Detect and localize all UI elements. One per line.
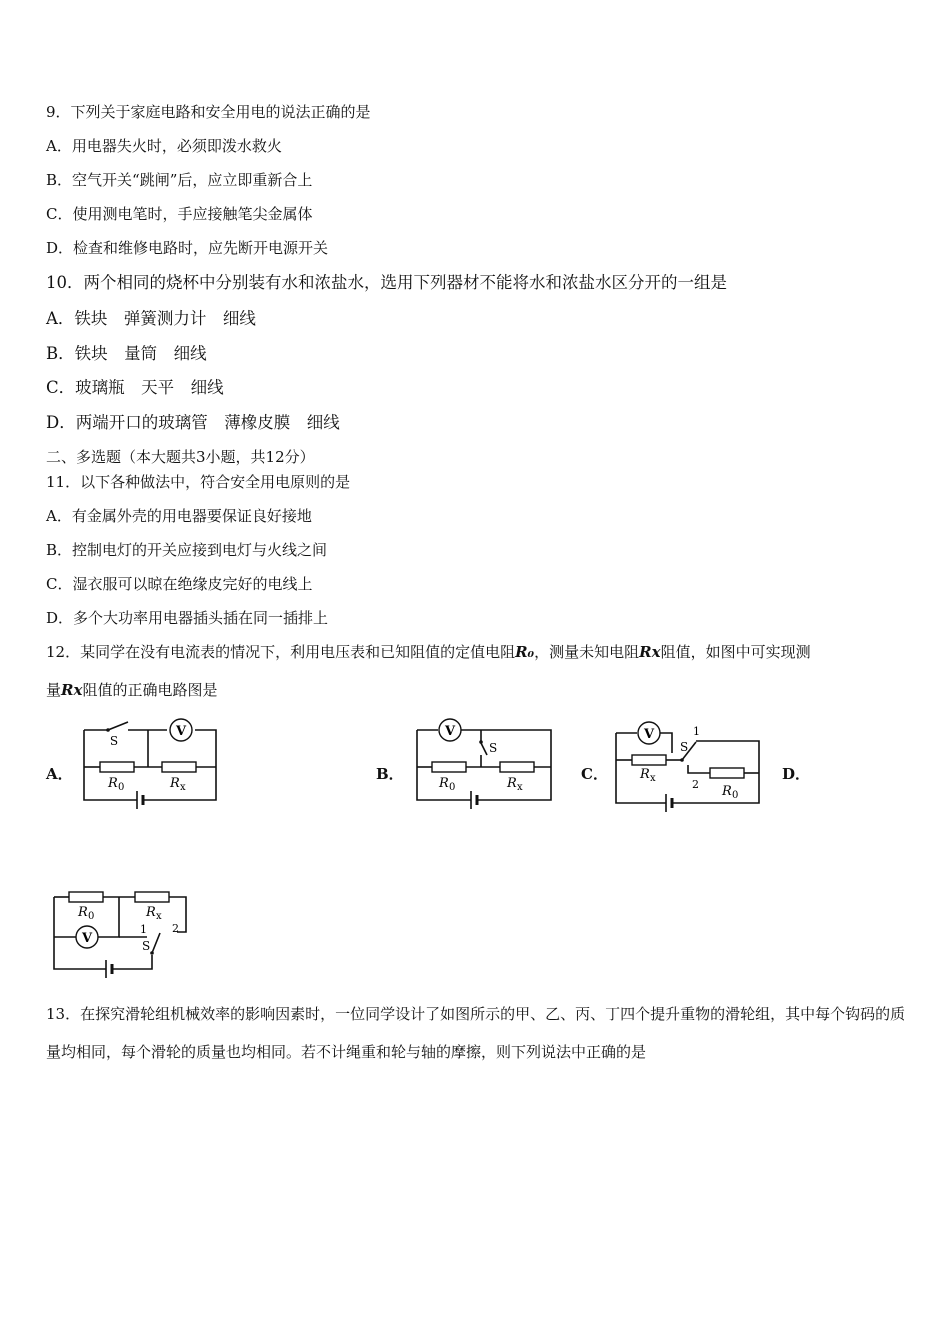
r0-subscript: 0 bbox=[449, 782, 456, 793]
q12-stem-line1 bbox=[46, 642, 811, 662]
switch-s-blade bbox=[108, 722, 128, 730]
q12-symbol-r0: R₀ bbox=[515, 643, 535, 661]
resistor-rx bbox=[500, 762, 534, 772]
resistor-r0 bbox=[710, 768, 744, 778]
q11-option-d: D．多个大功率用电器插头插在同一插排上 bbox=[46, 609, 329, 627]
q9-option-a: A．用电器失火时，必须即泼水救火 bbox=[46, 137, 282, 155]
q9-option-b: B．空气开关“跳闸”后，应立即重新合上 bbox=[46, 171, 313, 189]
switch-position-1: 1 bbox=[140, 923, 147, 936]
switch-s-blade bbox=[152, 933, 160, 953]
switch-s-blade bbox=[481, 743, 487, 755]
switch-position-2: 2 bbox=[692, 778, 699, 791]
voltmeter-label: V bbox=[81, 931, 93, 946]
resistor-r0 bbox=[69, 892, 103, 902]
resistor-rx bbox=[135, 892, 169, 902]
q12-stem-line2 bbox=[46, 680, 217, 700]
resistor-rx bbox=[632, 755, 666, 765]
q10-option-c: C．玻璃瓶 天平 细线 bbox=[46, 378, 224, 397]
r0-label: R bbox=[439, 776, 449, 791]
circuit-a-diagram bbox=[70, 715, 230, 815]
q12-line2-part1: 量 bbox=[46, 681, 62, 699]
q12-symbol-rx-2: Rx bbox=[61, 681, 83, 699]
r0-label: R bbox=[108, 776, 118, 791]
q10-stem: 10．两个相同的烧杯中分别装有水和浓盐水，选用下列器材不能将水和浓盐水区分开的一组是 bbox=[46, 273, 727, 292]
circuit-b-diagram bbox=[405, 715, 565, 815]
q12-option-a-label: A． bbox=[46, 765, 73, 783]
circuit-d-diagram bbox=[44, 885, 194, 980]
q12-stem-part3: 阻值，如图中可实现测 bbox=[660, 643, 811, 661]
resistor-r0 bbox=[100, 762, 134, 772]
rx-subscript: x bbox=[156, 911, 162, 922]
voltmeter-label: V bbox=[175, 724, 187, 739]
resistor-r0 bbox=[432, 762, 466, 772]
rx-label: R bbox=[146, 905, 156, 920]
q9-option-c: C．使用测电笔时，手应接触笔尖金属体 bbox=[46, 205, 313, 223]
q10-option-d: D．两端开口的玻璃管 薄橡皮膜 细线 bbox=[46, 413, 340, 432]
switch-label: S bbox=[680, 740, 689, 754]
switch-label: S bbox=[109, 734, 119, 748]
switch-label: S bbox=[142, 939, 151, 953]
q12-stem-part1: 12．某同学在没有电流表的情况下，利用电压表和已知阻值的定值电阻 bbox=[46, 643, 516, 661]
q12-option-d-label: D． bbox=[782, 765, 811, 783]
switch-position-2: 2 bbox=[172, 922, 179, 935]
q13-stem: 13．在探究滑轮组机械效率的影响因素时，一位同学设计了如图所示的甲、乙、丙、丁四个提升重物的滑轮组，其中每个钩码的质量均相同，每个滑轮的质量也均相同。若不计绳重和轮与轴的摩擦，则下列说法中正确的是 bbox=[46, 1005, 906, 1061]
q12-line2-part2: 阻值的正确电路图是 bbox=[82, 681, 218, 699]
r0-label: R bbox=[78, 905, 88, 920]
rx-label: R bbox=[640, 767, 650, 782]
q12-option-c-label: C． bbox=[581, 765, 608, 783]
q11-stem: 11．以下各种做法中，符合安全用电原则的是 bbox=[46, 473, 351, 491]
resistor-rx bbox=[162, 762, 196, 772]
switch-label: S bbox=[489, 741, 498, 755]
voltmeter-label: V bbox=[643, 727, 655, 742]
q11-option-a: A．有金属外壳的用电器要保证良好接地 bbox=[46, 507, 312, 525]
q12-stem-part2: ，测量未知电阻 bbox=[534, 643, 640, 661]
r0-subscript: 0 bbox=[88, 911, 95, 922]
q11-option-c: C．湿衣服可以晾在绝缘皮完好的电线上 bbox=[46, 575, 313, 593]
rx-subscript: x bbox=[650, 773, 656, 784]
r0-subscript: 0 bbox=[732, 790, 739, 801]
q10-option-b: B．铁块 量筒 细线 bbox=[46, 344, 207, 363]
voltmeter-label: V bbox=[444, 724, 456, 739]
q9-stem: 9．下列关于家庭电路和安全用电的说法正确的是 bbox=[46, 103, 371, 121]
rx-label: R bbox=[170, 776, 180, 791]
rx-subscript: x bbox=[180, 782, 186, 793]
section-2-title: 二、多选题（本大题共3小题，共12分） bbox=[46, 448, 315, 466]
q12-symbol-rx: Rx bbox=[639, 643, 661, 661]
r0-label: R bbox=[722, 784, 732, 799]
q9-option-d: D．检查和维修电路时，应先断开电源开关 bbox=[46, 239, 329, 257]
rx-subscript: x bbox=[517, 782, 523, 793]
switch-position-1: 1 bbox=[693, 725, 700, 738]
r0-subscript: 0 bbox=[118, 782, 125, 793]
rx-label: R bbox=[507, 776, 517, 791]
q12-option-b-label: B． bbox=[376, 765, 404, 783]
circuit-c-diagram bbox=[604, 715, 769, 815]
q11-option-b: B．控制电灯的开关应接到电灯与火线之间 bbox=[46, 541, 328, 559]
q10-option-a: A．铁块 弹簧测力计 细线 bbox=[46, 309, 256, 328]
